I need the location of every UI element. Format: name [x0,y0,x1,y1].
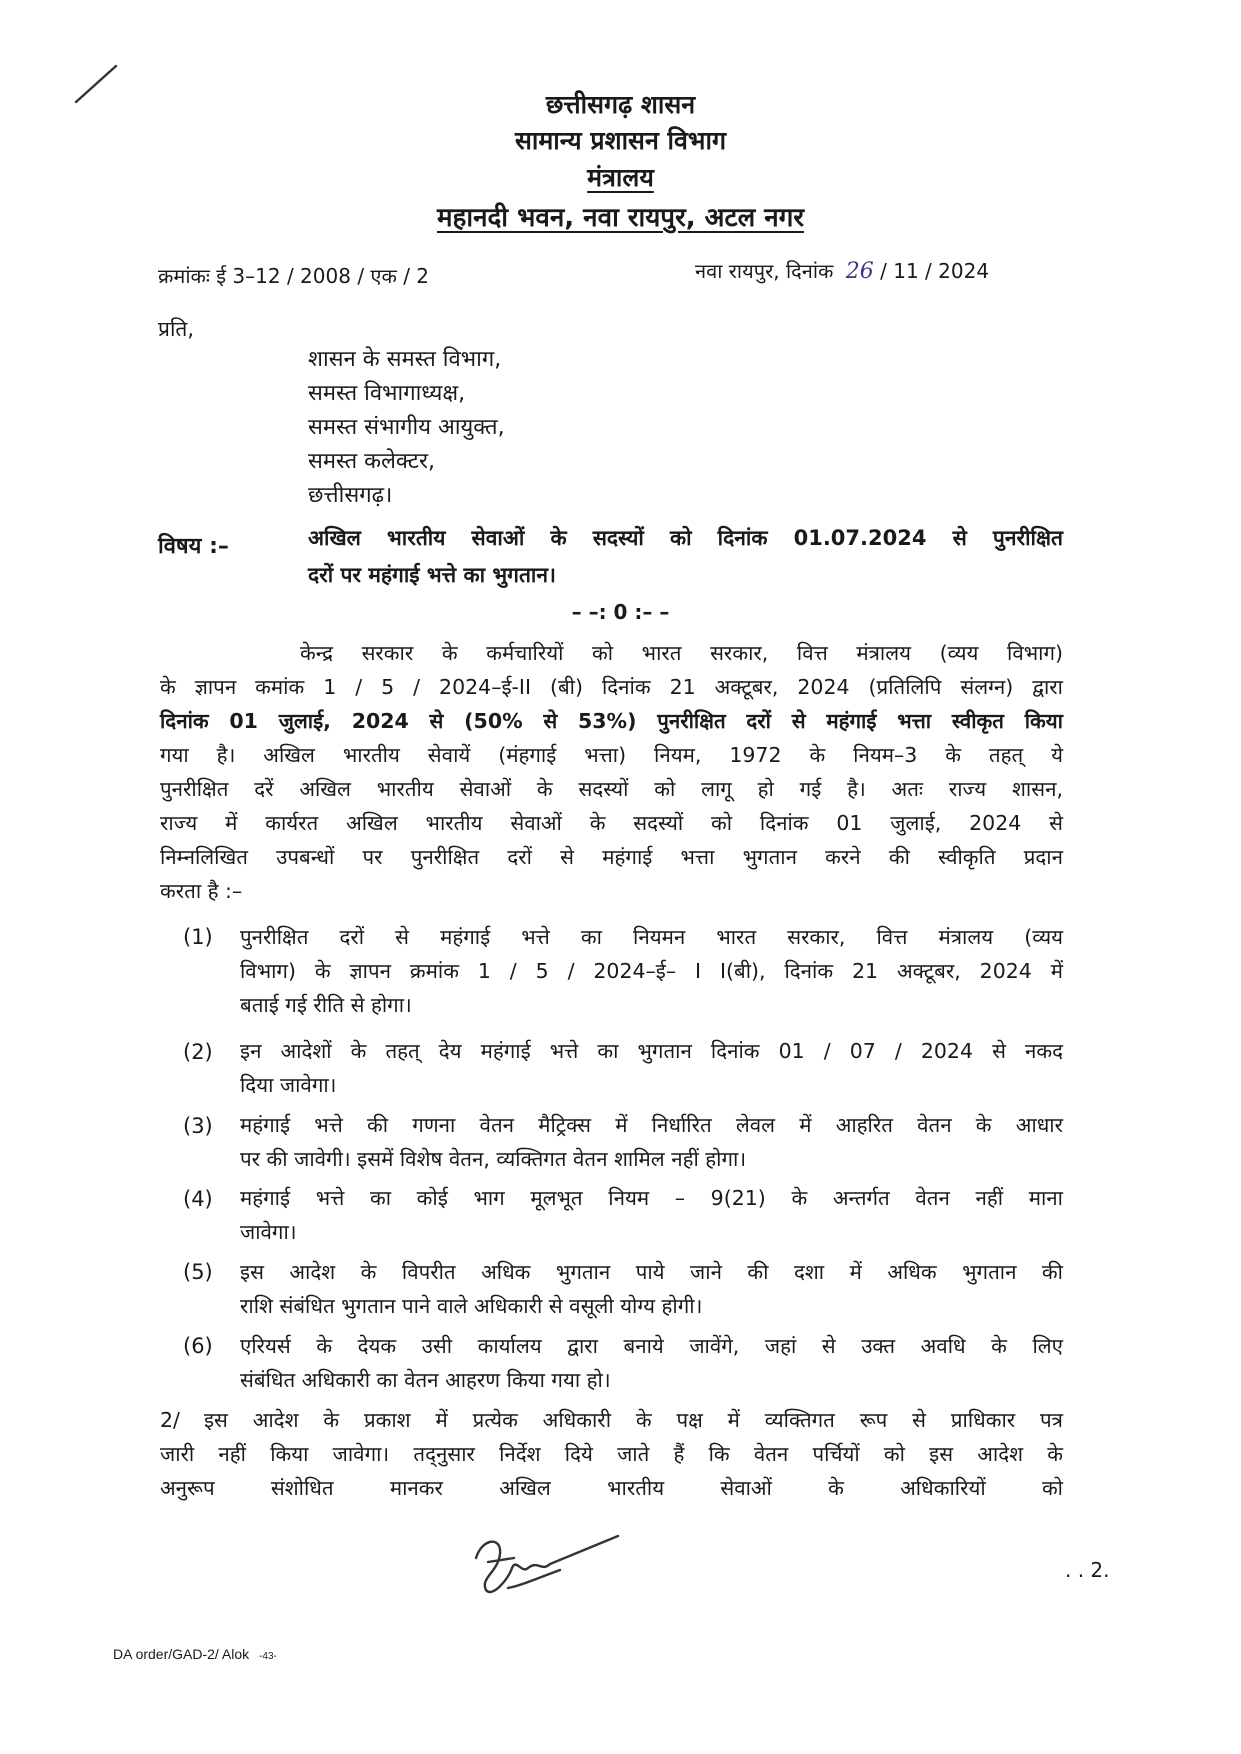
to-label: प्रति, [158,317,195,341]
ref-date-label: नवा रायपुर, दिनांक [695,259,834,283]
condition-5-number: (5) [183,1260,213,1284]
divider: – –: 0 :– – [571,600,670,624]
header-ministry [0,160,1241,194]
para-2-line-3: अनुरूप संशोधित मानकर अखिल भारतीय सेवाओं के अधिकारियों को [160,1476,1063,1500]
body-line-2: के ज्ञापन कमांक 1 / 5 / 2024–ई-II (बी) दिनांक 21 अक्टूबर, 2024 (प्रतिलिपि संलग्न) द्वारा [160,675,1063,699]
condition-2-line: दिया जावेगा। [240,1073,337,1097]
subject-line-1: अखिल भारतीय सेवाओं के सदस्यों को दिनांक 01.07.2024 से पुनरीक्षित [308,526,1063,550]
ref-number: क्रमांकः ई 3–12 / 2008 / एक / 2 [158,264,430,288]
body-line-5: पुनरीक्षित दरें अखिल भारतीय सेवाओं के सदस्यों को लागू हो गई है। अतः राज्य शासन, [160,777,1063,801]
body-line-1: केन्द्र सरकार के कर्मचारियों को भारत सरकार, वित्त मंत्रालय (व्यय विभाग) [300,641,1063,665]
footer-ref [113,1646,277,1662]
body-line-7: निम्नलिखित उपबन्धों पर पुनरीक्षित दरों से महंगाई भत्ता भुगतान करने की स्वीकृति प्रदान [160,845,1063,869]
condition-3-line: पर की जावेगी। इसमें विशेष वेतन, व्यक्तिगत वेतन शामिल नहीं होगा। [240,1147,747,1171]
body-line-8: करता है :– [160,879,243,903]
condition-4-number: (4) [183,1187,213,1211]
header-ministry-text: मंत्रालय [587,163,654,192]
condition-3-text [240,1108,1063,1176]
condition-1-line: विभाग) के ज्ञापन क्रमांक 1 / 5 / 2024–ई– I I(बी), दिनांक 21 अक्टूबर, 2024 में [240,959,1063,983]
para-2-line-2: जारी नहीं किया जावेगा। तद्नुसार निर्देश दिये जाते हैं कि वेतन पर्चियों को इस आदेश के [160,1442,1063,1466]
condition-5-line: राशि संबंधित भुगतान पाने वाले अधिकारी से वसूली योग्य होगी। [240,1294,703,1318]
condition-6-number: (6) [183,1334,213,1358]
recipient-3: समस्त संभागीय आयुक्त, [308,415,505,440]
condition-6-line: एरियर्स के देयक उसी कार्यालय द्वारा बनाये जावेंगे, जहां से उक्त अवधि के लिए [240,1334,1063,1358]
footer-page-no: -43- [259,1651,277,1662]
para-2-line-1-text: इस आदेश के प्रकाश में प्रत्येक अधिकारी के पक्ष में व्यक्तिगत रूप से प्राधिकार पत्र [203,1408,1063,1432]
body-paragraph [160,636,1063,908]
condition-1-number: (1) [183,925,213,949]
para-2-line-1 [160,1403,1063,1437]
header-address [0,198,1241,234]
body-line-6: राज्य में कार्यरत अखिल भारतीय सेवाओं के सदस्यों को दिनांक 01 जुलाई, 2024 से [160,811,1063,835]
condition-1-line: बताई गई रीति से होगा। [240,993,412,1017]
para-2 [160,1403,1063,1505]
para-2-number: 2/ [160,1408,180,1432]
signature [468,1528,628,1600]
ref-date [695,257,989,284]
condition-5-line: इस आदेश के विपरीत अधिक भुगतान पाये जाने की दशा में अधिक भुगतान की [240,1260,1063,1284]
body-line-4: गया है। अखिल भारतीय सेवायें (मंहगाई भत्ता) नियम, 1972 के नियम–3 के तहत् ये [160,743,1063,767]
condition-3-line: महंगाई भत्ते की गणना वेतन मैट्रिक्स में निर्धारित लेवल में आहरित वेतन के आधार [240,1113,1063,1137]
subject-label: विषय :– [158,534,229,559]
condition-2-line: इन आदेशों के तहत् देय महंगाई भत्ते का भुगतान दिनांक 01 / 07 / 2024 से नकद [240,1039,1063,1063]
condition-1-line: पुनरीक्षित दरों से महंगाई भत्ते का नियमन भारत सरकार, वित्त मंत्रालय (व्यय [240,925,1063,949]
condition-6-text [240,1329,1063,1397]
footer-ref-code: DA order/GAD-2/ Alok [113,1646,250,1662]
condition-4-line: जावेगा। [240,1220,297,1244]
condition-6-line: संबंधित अधिकारी का वेतन आहरण किया गया हो। [240,1368,611,1392]
condition-1-text [240,920,1063,1022]
condition-4-line: महंगाई भत्ते का कोई भाग मूलभूत नियम – 9(21) के अन्तर्गत वेतन नहीं माना [240,1186,1063,1210]
header-government: छत्तीसगढ़ शासन [545,90,696,119]
ref-date-printed: / 11 / 2024 [880,259,990,283]
header-address-text: महानदी भवन, नवा रायपुर, अटल नगर [436,203,804,233]
condition-3-number: (3) [183,1114,213,1138]
recipient-4: समस्त कलेक्टर, [308,449,436,474]
recipient-2: समस्त विभागाध्यक्ष, [308,381,466,406]
recipient-1: शासन के समस्त विभाग, [308,347,502,372]
ref-date-handwritten: 26 [845,259,874,284]
condition-2-text [240,1034,1063,1102]
page-continue: . . 2. [1065,1558,1110,1582]
condition-4-text [240,1181,1063,1249]
condition-2-number: (2) [183,1040,213,1064]
subject-line-2: दरों पर महंगाई भत्ते का भुगतान। [308,563,556,587]
subject-text [308,520,1063,594]
header-department: सामान्य प्रशासन विभाग [514,126,727,155]
body-line-3: दिनांक 01 जुलाई, 2024 से (50% से 53%) पुनरीक्षित दरों से महंगाई भत्ता स्वीकृत किया [160,709,1063,733]
recipient-5: छत्तीसगढ़। [308,483,393,508]
condition-5-text [240,1255,1063,1323]
